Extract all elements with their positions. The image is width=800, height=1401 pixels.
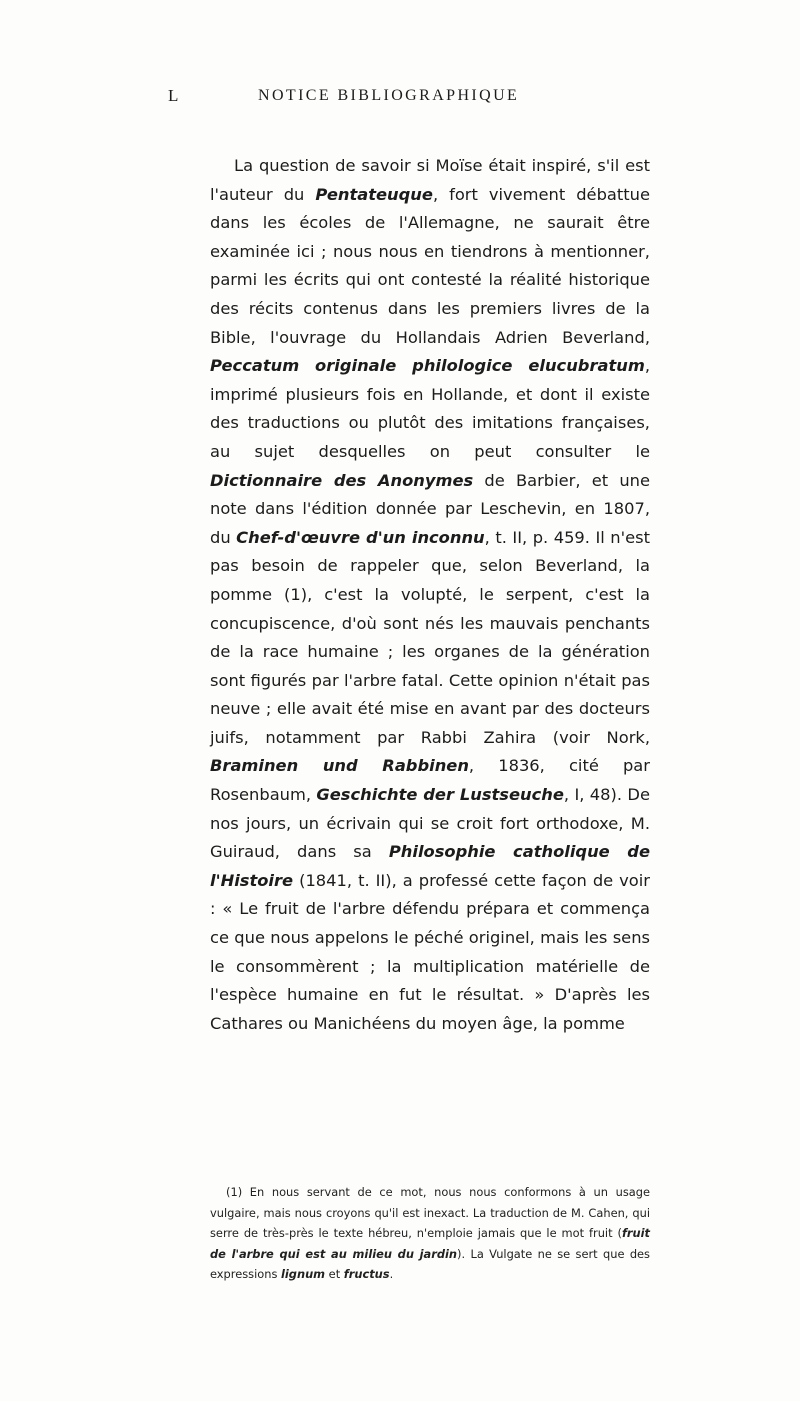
footnote-latin-fructus: fructus (343, 1267, 390, 1282)
text-segment: (1841, t. II), a professé cette façon de voir : « Le fruit de l'arbre défendu prépara et commença ce que nous appelons le péché originel, mais les sens le consommèrent ; la multiplication matérielle de l'espèce humaine en fut le résultat. » D'après les Cathares ou Manichéens du moyen âge, la pomme (210, 870, 650, 1033)
page-header (0, 86, 800, 116)
book-title-peccatum: Peccatum originale philologice elucubratum (210, 356, 645, 376)
text-segment: , fort vivement débattue dans les écoles de l'Allemagne, ne saurait être examinée ici ; nous nous en tiendrons à mentionner, parmi les écrits qui ont contesté la réalité historique des récits contenus dans les premiers livres de la Bible, l'ouvrage du Hollandais Adrien Beverland, (210, 184, 650, 347)
footnote-segment: ). La Vulgate ne se sert que des expressions (210, 1246, 650, 1282)
book-title-pentateuque: Pentateuque (315, 184, 433, 204)
footnote-quote: fruit de l'arbre qui est au milieu du jardin (210, 1226, 650, 1261)
book-title-chef-doeuvre: Chef-d'œuvre d'un inconnu (236, 527, 485, 547)
running-title: NOTICE BIBLIOGRAPHIQUE (258, 87, 520, 104)
page-number: L (168, 86, 180, 105)
text-segment: , t. II, p. 459. Il n'est pas besoin de rappeler que, selon Beverland, la pomme (1), c'est la volupté, le serpent, c'est la concupiscence, d'où sont nés les mauvais penchants de la race humaine ; les organes de la génération sont figurés par l'arbre fatal. Cette opinion n'était pas neuve ; elle avait été mise en avant par des docteurs juifs, notamment par Rabbi Zahira (voir Nork, (210, 527, 650, 747)
main-paragraph (210, 152, 650, 1038)
footnote-segment: et (325, 1267, 344, 1282)
footnote-segment: (1) En nous servant de ce mot, nous nous conformons à un usage vulgaire, mais nous croyons qu'il est inexact. La traduction de M. Cahen, qui serre de très-près le texte hébreu, n'emploie jamais que le mot fruit ( (210, 1185, 650, 1241)
footnote (210, 1182, 650, 1285)
text-segment: , 1836, cité par Rosenbaum, (210, 756, 650, 805)
book-title-braminen: Braminen und Rabbinen (210, 756, 469, 776)
text-segment: La question de savoir si Moïse était inspiré, s'il est l'auteur du (210, 156, 650, 204)
book-title-dictionnaire: Dictionnaire des Anonymes (210, 470, 474, 490)
text-segment: de Barbier, et une note dans l'édition donnée par Leschevin, en 1807, du (210, 470, 650, 547)
text-segment: , I, 48). De nos jours, un écrivain qui se croit fort orthodoxe, M. Guiraud, dans sa (210, 785, 650, 862)
footnote-segment: . (389, 1267, 394, 1282)
book-title-philosophie: Philosophie catholique de l'Histoire (210, 842, 650, 890)
text-segment: , imprimé plusieurs fois en Hollande, et dont il existe des traductions ou plutôt des imitations françaises, au sujet desquelles on peut consulter le (210, 356, 650, 461)
book-title-geschichte: Geschichte der Lustseuche (316, 785, 564, 805)
footnote-latin-lignum: lignum (281, 1267, 326, 1282)
